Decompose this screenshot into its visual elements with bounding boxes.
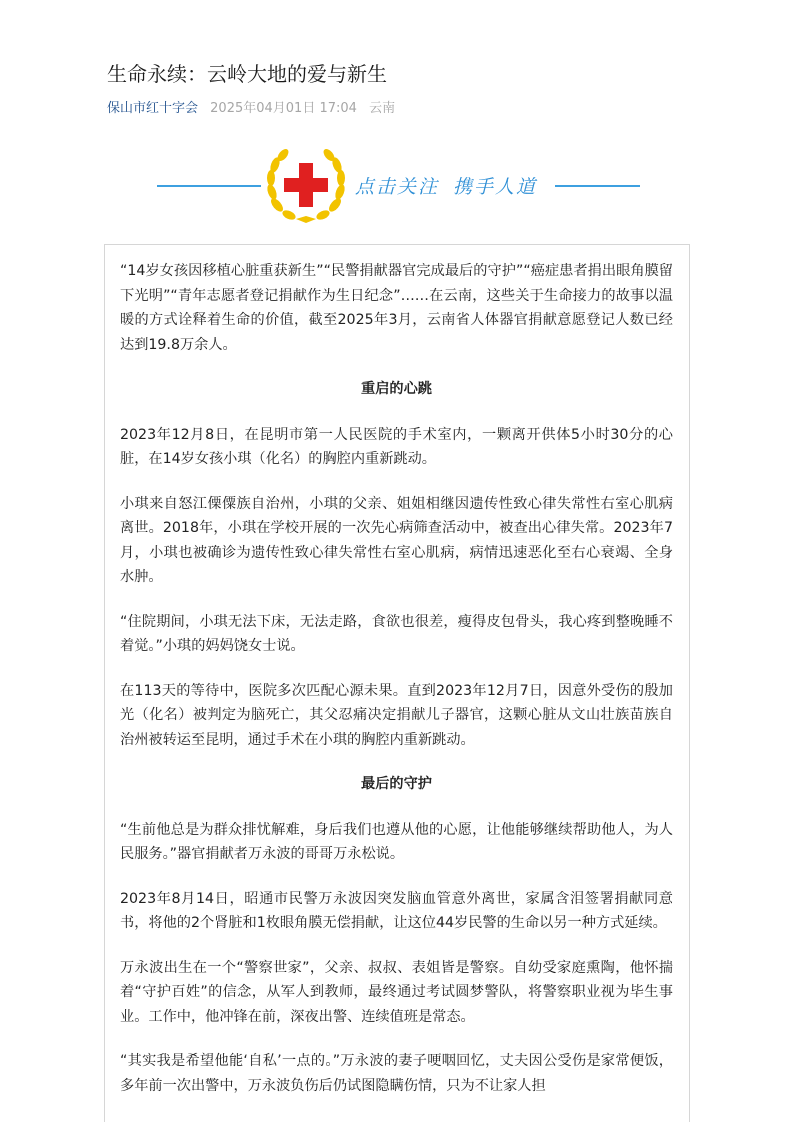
follow-banner[interactable] <box>155 140 645 230</box>
paragraph: “生前他总是为群众排忧解难，身后我们也遵从他的心愿，让他能够继续帮助他人，为人民服务。”器官捐献者万永波的哥哥万永松说。 <box>120 821 673 862</box>
paragraph: 小琪来自怒江傈僳族自治州，小琪的父亲、姐姐相继因遗传性致心律失常性右室心肌病离世。2018年，小琪在学校开展的一次先心病筛查活动中，被查出心律失常。2023年7月，小琪也被确诊为遗传性致心律失常性右室心肌病，病情迅速恶化至右心衰竭、全身水肿。 <box>120 495 673 585</box>
article-source-link[interactable]: 保山市红十字会 <box>107 101 199 116</box>
banner-line-right <box>555 185 640 187</box>
red-cross-emblem-icon <box>263 145 349 225</box>
paragraph: “住院期间，小琪无法下床，无法走路，食欲也很差，瘦得皮包骨头，我心疼到整晚睡不着觉。”小琪的妈妈饶女士说。 <box>120 613 673 654</box>
banner-text[interactable] <box>355 172 537 199</box>
article-title: 生命永续：云岭大地的爱与新生 <box>107 62 387 86</box>
paragraph: 万永波出生在一个“警察世家”，父亲、叔叔、表姐皆是警察。自幼受家庭熏陶，他怀揣着“守护百姓”的信念，从军人到教师，最终通过考试圆梦警队，将警察职业视为毕生事业。工作中，他冲锋在前，深夜出警、连续值班是常态。 <box>120 959 673 1025</box>
article-body-frame <box>104 244 690 1122</box>
article-meta <box>107 97 395 116</box>
banner-line-left <box>157 185 261 187</box>
section-heading-restarted-heartbeat: 重启的心跳 <box>361 381 432 397</box>
article-time: 2025年04月01日 17:04 <box>210 101 357 116</box>
article-region: 云南 <box>369 101 396 116</box>
article-body <box>105 245 689 1098</box>
follow-text[interactable]: 点击关注 <box>355 176 440 198</box>
paragraph: 2023年8月14日，昭通市民警万永波因突发脑血管意外离世，家属含泪签署捐献同意书，将他的2个肾脏和1枚眼角膜无偿捐献，让这位44岁民警的生命以另一种方式延续。 <box>120 890 673 931</box>
slogan-text: 携手人道 <box>453 176 538 198</box>
section-heading-last-guard: 最后的守护 <box>361 776 432 792</box>
paragraph: “其实我是希望他能‘自私’一点的。”万永波的妻子哽咽回忆，丈夫因公受伤是家常便饭，多年前一次出警中，万永波负伤后仍试图隐瞒伤情，只为不让家人担 <box>120 1053 673 1094</box>
paragraph-intro: “14岁女孩因移植心脏重获新生”“民警捐献器官完成最后的守护”“癌症患者捐出眼角膜留下光明”“青年志愿者登记捐献作为生日纪念”……在云南，这些关于生命接力的故事以温暖的方式诠释着生命的价值，截至2025年3月，云南省人体器官捐献意愿登记人数已经达到19.8万余人。 <box>120 263 673 353</box>
paragraph: 2023年12月8日，在昆明市第一人民医院的手术室内，一颗离开供体5小时30分的心脏，在14岁女孩小琪（化名）的胸腔内重新跳动。 <box>120 426 673 467</box>
paragraph: 在113天的等待中，医院多次匹配心源未果。直到2023年12月7日，因意外受伤的殷加光（化名）被判定为脑死亡，其父忍痛决定捐献儿子器官，这颗心脏从文山壮族苗族自治州被转运至昆明，通过手术在小琪的胸腔内重新跳动。 <box>120 682 673 748</box>
